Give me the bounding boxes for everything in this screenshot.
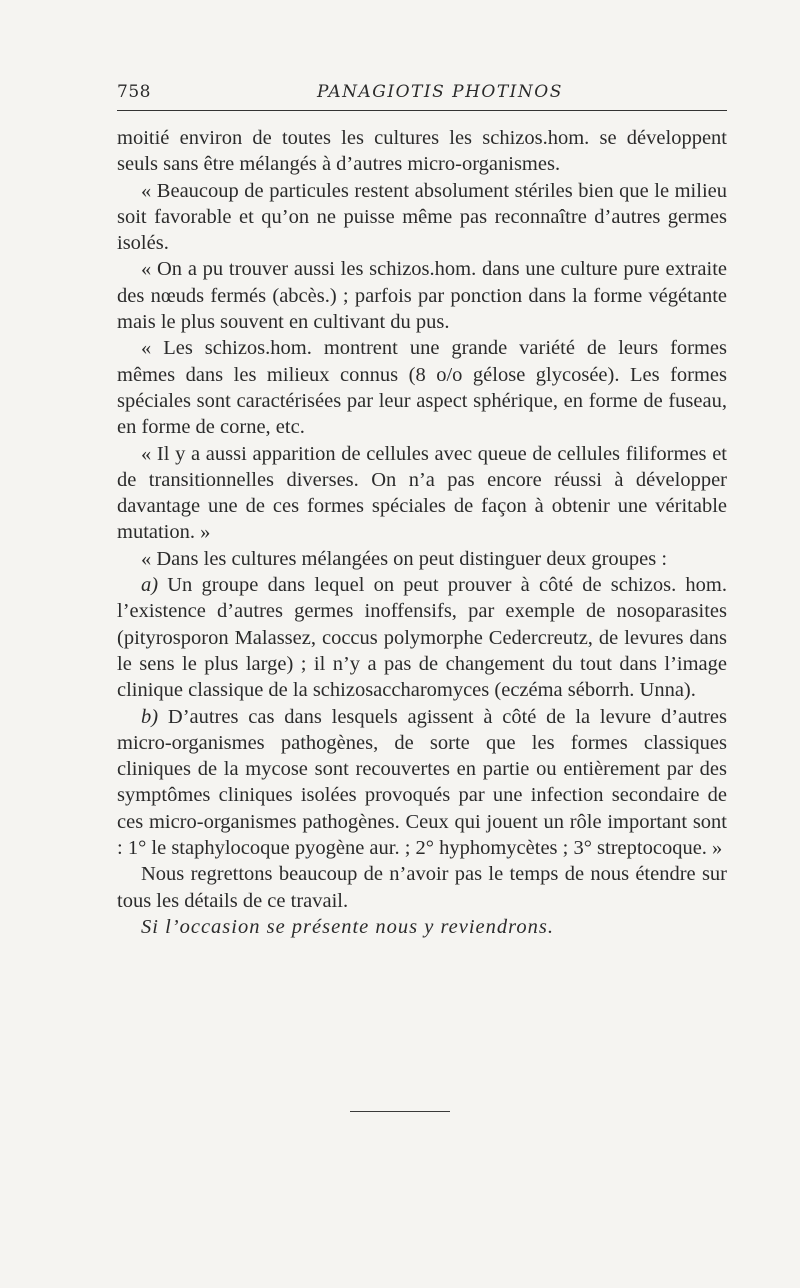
paragraph (117, 861, 727, 914)
paragraph (117, 178, 727, 257)
body-text (117, 125, 727, 940)
paragraph (117, 335, 727, 440)
paragraph-text: Nous regrettons beaucoup de n’avoir pas le temps de nous étendre sur tous les détails de ce travail. (117, 863, 727, 912)
paragraph (117, 125, 727, 178)
paragraph-text: « Dans les cultures mélangées on peut distinguer deux groupes : (141, 547, 668, 570)
closing-line: Si l’occasion se présente nous y reviendrons. (141, 915, 554, 938)
paragraph-text: « Beaucoup de particules restent absolument stériles bien que le milieu soit favorable et qu’on ne puisse même pas reconnaître d’autres germes isolés. (117, 179, 727, 255)
item-label: b) (141, 705, 159, 728)
paragraph-text: D’autres cas dans lesquels agissent à côté de la levure d’autres micro-organismes pathogènes, de sorte que les formes classiques cliniques de la mycose sont recouvertes en partie ou entièrement par des symptômes cliniques isolées provoqués par une infection secondaire de ces micro-organismes pathogènes. Ceux qui jouent un rôle important sont : 1° le staphylocoque pyogène aur. ; 2° hyphomycètes ; 3° streptocoque. » (117, 705, 727, 860)
paragraph-text: « On a pu trouver aussi les schizos.hom. dans une culture pure extraite des nœuds fermés (abcès.) ; parfois par ponction dans la forme végétante mais le plus souvent en cultivant du pus. (117, 258, 727, 334)
paragraph (117, 441, 727, 546)
page-header (117, 80, 727, 111)
paragraph (117, 256, 727, 335)
end-rule (350, 1111, 450, 1112)
paragraph-text: « Il y a aussi apparition de cellules avec queue de cellules filiformes et de transitionnelles diverses. On n’a pas encore réussi à développer davantage une de ces formes spéciales de façon à obtenir une véritable mutation. » (117, 442, 727, 544)
paragraph (117, 546, 727, 572)
list-item-b (117, 704, 727, 862)
paragraph-text: moitié environ de toutes les cultures les schizos.hom. se développent seuls sans être mélangés à d’autres micro-organismes. (117, 127, 727, 176)
paragraph-text: « Les schizos.hom. montrent une grande variété de leurs formes mêmes dans les milieux connus (8 o/o gélose glycosée). Les formes spéciales sont caractérisées par leur aspect sphérique, en forme de fuseau, en forme de corne, etc. (117, 337, 727, 439)
item-label: a) (141, 574, 159, 597)
page-number: 758 (117, 82, 151, 102)
paragraph-text: Un groupe dans lequel on peut prouver à côté de schizos. hom. l’existence d’autres germes inoffensifs, par exemple de nosoparasites (pityrosporon Malassez, coccus polymorphe Cedercreutz, de levures dans le sens le plus large) ; il n’y a pas de changement du tout dans l’image clinique classique de la schizosaccharomyces (eczéma séborrh. Unna). (117, 574, 727, 702)
list-item-a (117, 572, 727, 703)
running-head: PANAGIOTIS PHOTINOS (317, 82, 563, 102)
